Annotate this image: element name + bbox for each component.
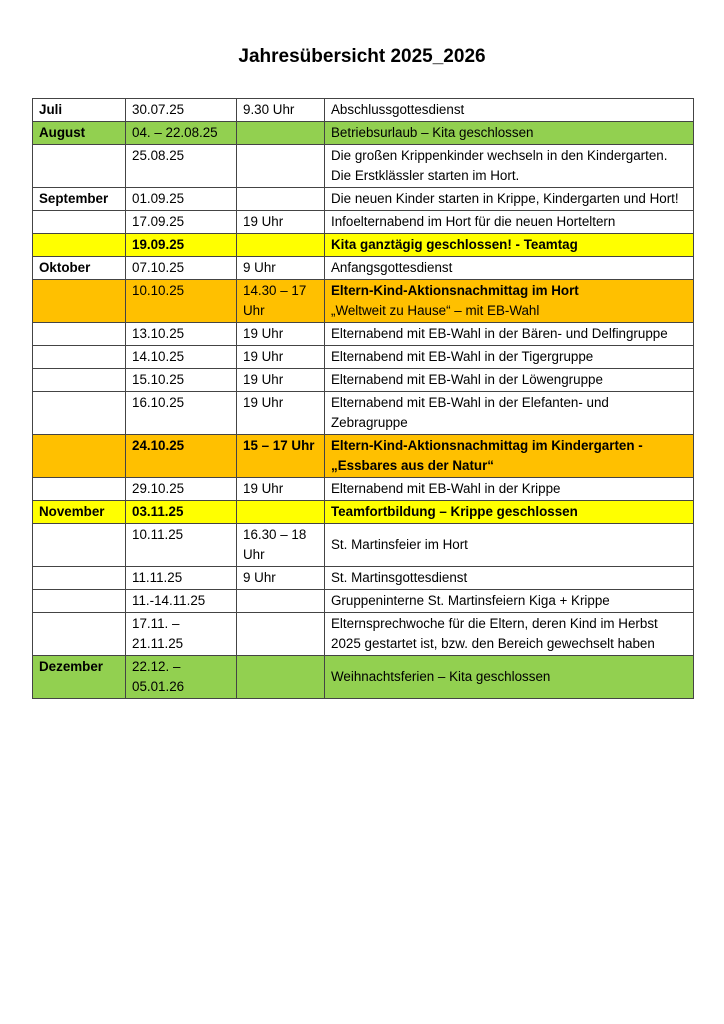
event-cell: Gruppeninterne St. Martinsfeiern Kiga + Krippe [325, 590, 694, 613]
table-row [33, 501, 694, 524]
event-title: Eltern-Kind-Aktionsnachmittag im Hort [331, 283, 579, 298]
event-cell: St. Martinsgottesdienst [325, 567, 694, 590]
month-cell [33, 392, 126, 435]
event-cell [325, 435, 694, 478]
month-cell [33, 369, 126, 392]
time-cell: 9 Uhr [237, 257, 325, 280]
event-cell: Elternabend mit EB-Wahl in der Tigergruppe [325, 346, 694, 369]
date-cell: 11.-14.11.25 [126, 590, 237, 613]
date-cell: 22.12. – 05.01.26 [126, 656, 237, 699]
date-cell: 10.11.25 [126, 524, 237, 567]
date-cell: 10.10.25 [126, 280, 237, 323]
month-cell: Juli [33, 99, 126, 122]
event-cell: Die neuen Kinder starten in Krippe, Kindergarten und Hort! [325, 188, 694, 211]
event-cell: Elternabend mit EB-Wahl in der Elefanten- und Zebragruppe [325, 392, 694, 435]
month-cell [33, 323, 126, 346]
month-cell [33, 346, 126, 369]
event-cell: Infoelternabend im Hort für die neuen Horteltern [325, 211, 694, 234]
time-cell [237, 188, 325, 211]
date-cell: 25.08.25 [126, 145, 237, 188]
table-row [33, 323, 694, 346]
month-cell [33, 280, 126, 323]
time-cell [237, 145, 325, 188]
date-cell: 04. – 22.08.25 [126, 122, 237, 145]
month-cell: November [33, 501, 126, 524]
table-row [33, 656, 694, 699]
table-row [33, 613, 694, 656]
event-cell: Teamfortbildung – Krippe geschlossen [325, 501, 694, 524]
time-cell [237, 613, 325, 656]
table-row [33, 590, 694, 613]
month-cell [33, 211, 126, 234]
time-cell: 19 Uhr [237, 369, 325, 392]
table-row [33, 478, 694, 501]
table-row [33, 567, 694, 590]
time-cell [237, 234, 325, 257]
time-cell [237, 122, 325, 145]
table-row [33, 122, 694, 145]
event-cell: Anfangsgottesdienst [325, 257, 694, 280]
table-row [33, 435, 694, 478]
month-cell: Dezember [33, 656, 126, 699]
table-row [33, 234, 694, 257]
month-cell [33, 478, 126, 501]
schedule-table [32, 98, 694, 699]
event-cell: Elternabend mit EB-Wahl in der Bären- und Delfingruppe [325, 323, 694, 346]
table-row [33, 280, 694, 323]
time-cell: 19 Uhr [237, 323, 325, 346]
time-cell: 19 Uhr [237, 478, 325, 501]
date-cell: 07.10.25 [126, 257, 237, 280]
month-cell: August [33, 122, 126, 145]
table-row [33, 392, 694, 435]
table-row [33, 257, 694, 280]
month-cell [33, 567, 126, 590]
time-cell: 15 – 17 Uhr [237, 435, 325, 478]
time-cell: 9.30 Uhr [237, 99, 325, 122]
event-cell: Weihnachtsferien – Kita geschlossen [325, 656, 694, 699]
table-row [33, 211, 694, 234]
month-cell: Oktober [33, 257, 126, 280]
time-cell: 14.30 – 17 Uhr [237, 280, 325, 323]
date-cell: 30.07.25 [126, 99, 237, 122]
date-cell: 14.10.25 [126, 346, 237, 369]
event-cell: Kita ganztägig geschlossen! - Teamtag [325, 234, 694, 257]
event-title: Eltern-Kind-Aktionsnachmittag im Kindergarten - [331, 438, 643, 453]
table-row [33, 188, 694, 211]
date-cell: 11.11.25 [126, 567, 237, 590]
month-cell [33, 524, 126, 567]
event-cell: Abschlussgottesdienst [325, 99, 694, 122]
event-cell: Die großen Krippenkinder wechseln in den Kindergarten. Die Erstklässler starten im Hort. [325, 145, 694, 188]
time-cell: 19 Uhr [237, 392, 325, 435]
table-row [33, 369, 694, 392]
table-row [33, 524, 694, 567]
event-cell: St. Martinsfeier im Hort [325, 524, 694, 567]
time-cell [237, 501, 325, 524]
time-cell: 9 Uhr [237, 567, 325, 590]
event-cell [325, 280, 694, 323]
date-cell: 01.09.25 [126, 188, 237, 211]
date-cell: 29.10.25 [126, 478, 237, 501]
month-cell [33, 613, 126, 656]
date-cell: 16.10.25 [126, 392, 237, 435]
date-cell: 17.11. – 21.11.25 [126, 613, 237, 656]
table-row [33, 99, 694, 122]
page-title: Jahresübersicht 2025_2026 [238, 46, 486, 67]
table-row [33, 145, 694, 188]
event-subtitle: „Essbares aus der Natur“ [331, 458, 494, 473]
date-cell: 19.09.25 [126, 234, 237, 257]
event-cell: Betriebsurlaub – Kita geschlossen [325, 122, 694, 145]
event-cell: Elternabend mit EB-Wahl in der Löwengruppe [325, 369, 694, 392]
time-cell [237, 656, 325, 699]
month-cell: September [33, 188, 126, 211]
event-cell: Elternsprechwoche für die Eltern, deren Kind im Herbst 2025 gestartet ist, bzw. den Bereich gewechselt haben [325, 613, 694, 656]
date-cell: 17.09.25 [126, 211, 237, 234]
time-cell: 19 Uhr [237, 211, 325, 234]
date-cell: 24.10.25 [126, 435, 237, 478]
date-cell: 13.10.25 [126, 323, 237, 346]
time-cell: 16.30 – 18 Uhr [237, 524, 325, 567]
month-cell [33, 234, 126, 257]
event-cell: Elternabend mit EB-Wahl in der Krippe [325, 478, 694, 501]
month-cell [33, 145, 126, 188]
month-cell [33, 435, 126, 478]
time-cell [237, 590, 325, 613]
date-cell: 15.10.25 [126, 369, 237, 392]
table-row [33, 346, 694, 369]
event-subtitle: „Weltweit zu Hause“ – mit EB-Wahl [331, 303, 540, 318]
time-cell: 19 Uhr [237, 346, 325, 369]
date-cell: 03.11.25 [126, 501, 237, 524]
month-cell [33, 590, 126, 613]
